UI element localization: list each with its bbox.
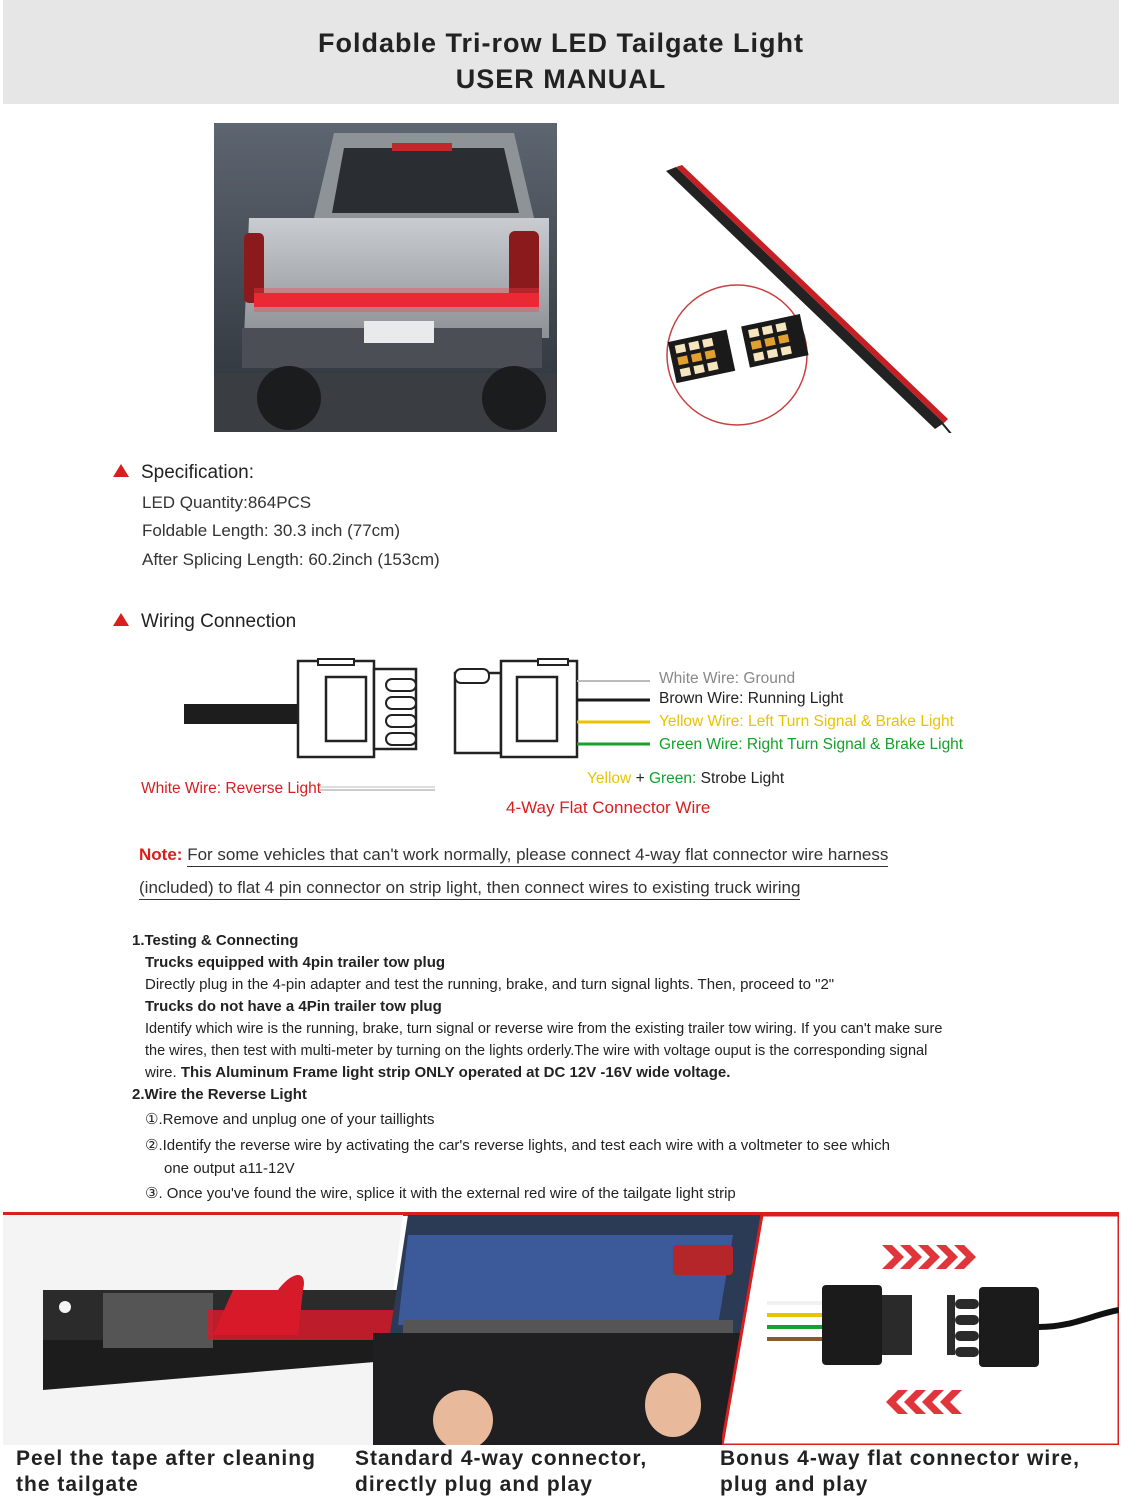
reverse-wire-label: White Wire: Reverse Light: [141, 780, 322, 797]
header-band: [3, 0, 1119, 104]
yellow-wire-label: Yellow Wire: Left Turn Signal & Brake Light: [659, 713, 954, 730]
step-2-title: 2.Wire the Reverse Light: [132, 1086, 307, 1103]
step-2-item-2a: ②.Identify the reverse wire by activating the car's reverse lights, and test each wire with a voltmeter to see which: [145, 1137, 890, 1154]
panel-peel-tape: [3, 1215, 403, 1445]
spec-splice-length: After Splicing Length: 60.2inch (153cm): [142, 550, 440, 569]
strobe-light-label: Yellow + Green: Strobe Light: [587, 770, 785, 787]
light-strip-photo: [652, 123, 962, 433]
page-title: Foldable Tri-row LED Tailgate Light: [317, 28, 804, 58]
step-1-text-2a: Identify which wire is the running, brake, turn signal or reverse wire from the existing trailer tow wiring. If you can't make sure: [145, 1021, 943, 1037]
brown-wire-label: Brown Wire: Running Light: [659, 690, 844, 707]
step-2-item-1: ①.Remove and unplug one of your taillights: [145, 1111, 435, 1128]
green-wire-label: Green Wire: Right Turn Signal & Brake Light: [659, 736, 964, 753]
caption-flat-connector: Bonus 4-way flat connector wire, plug and play: [720, 1447, 1080, 1496]
connector-caption: 4-Way Flat Connector Wire: [506, 798, 711, 817]
warning-triangle-icon: [113, 464, 129, 477]
panel-standard-connector: [373, 1215, 773, 1445]
wiring-heading: Wiring Connection: [113, 611, 296, 633]
spec-led-quantity: LED Quantity:864PCS: [142, 493, 312, 512]
step-1-sub-1: Trucks equipped with 4pin trailer tow plug: [145, 954, 446, 971]
step-2-item-3: ③. Once you've found the wire, splice it with the external red wire of the tailgate light strip: [145, 1185, 736, 1202]
step-1-text-2b: the wires, then test with multi-meter by turning on the lights orderly.The wire with voltage ouput is the corresponding signal: [145, 1043, 928, 1059]
caption-peel-tape: Peel the tape after cleaning the tailgate: [16, 1447, 316, 1496]
step-1-text-1: Directly plug in the 4-pin adapter and test the running, brake, and turn signal lights. Then, proceed to "2": [145, 976, 835, 993]
white-wire-label: White Wire: Ground: [659, 670, 796, 687]
spec-foldable-length: Foldable Length: 30.3 inch (77cm): [142, 521, 400, 540]
panel-flat-connector: [722, 1215, 1119, 1445]
note-line-2: (included) to flat 4 pin connector on strip light, then connect wires to existing truck wiring: [139, 878, 800, 898]
step-1-title: 1.Testing & Connecting: [132, 932, 299, 949]
step-2-item-2b: one output a11-12V: [164, 1160, 295, 1177]
caption-standard-connector: Standard 4-way connector, directly plug and play: [355, 1447, 648, 1496]
warning-triangle-icon: [113, 613, 129, 626]
step-1-text-2cd: wire. This Aluminum Frame light strip ONLY operated at DC 12V -16V wide voltage.: [145, 1064, 731, 1081]
page-subtitle: USER MANUAL: [455, 64, 667, 94]
step-1-sub-2: Trucks do not have a 4Pin trailer tow plug: [145, 998, 442, 1015]
truck-photo: [214, 123, 557, 432]
specification-heading: Specification:: [113, 462, 254, 484]
note-line-1: Note: For some vehicles that can't work normally, please connect 4-way flat connector wire harness: [139, 845, 888, 865]
